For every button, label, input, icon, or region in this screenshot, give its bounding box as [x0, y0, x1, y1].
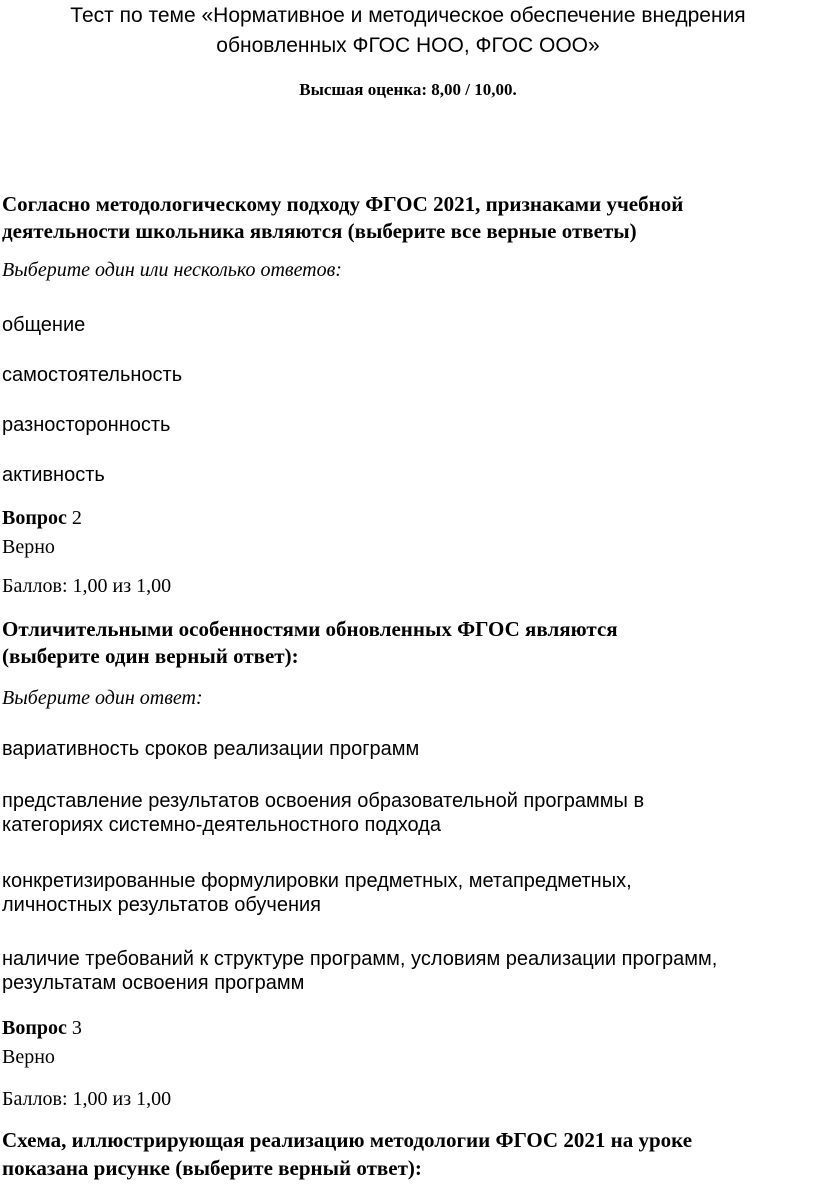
- q3-state: Верно: [2, 1046, 55, 1068]
- q1-text-line-2: деятельности школьника являются (выберите все верные ответы): [2, 219, 637, 243]
- highest-grade: Высшая оценка: 8,00 / 10,00.: [299, 80, 517, 99]
- q2-number: [2, 506, 82, 530]
- q2-label: Вопрос: [2, 507, 67, 529]
- q2-option-3-line-1: конкретизированные формулировки предметных, метапредметных,: [2, 870, 632, 892]
- q2-option-4-line-2: результатам освоения программ: [2, 972, 305, 994]
- q2-option-2[interactable]: [2, 789, 644, 837]
- q3-number-value: 3: [71, 1017, 82, 1039]
- q2-number-value: 2: [71, 507, 82, 529]
- q2-option-4-line-1: наличие требований к структуре программ, условиям реализации программ,: [2, 948, 718, 970]
- q2-state: Верно: [2, 536, 55, 558]
- q1-option-1[interactable]: общение: [2, 314, 86, 336]
- q1-option-3[interactable]: разносторонность: [2, 414, 171, 436]
- q2-option-2-line-1: представление результатов освоения образовательной программы в: [2, 790, 645, 812]
- q2-instruction: Выберите один ответ:: [2, 687, 203, 709]
- q1-instruction: Выберите один или несколько ответов:: [2, 259, 342, 281]
- q3-number: [2, 1016, 82, 1040]
- q1-option-2[interactable]: самостоятельность: [2, 364, 183, 386]
- q2-option-3[interactable]: [2, 869, 632, 917]
- q2-option-2-line-2: категориях системно-деятельностного подхода: [2, 814, 441, 836]
- test-title-line-2: обновленных ФГОС НОО, ФГОС ООО»: [216, 34, 600, 57]
- q3-label: Вопрос: [2, 1017, 67, 1039]
- q3-text-line-1: Схема, иллюстрирующая реализацию методологии ФГОС 2021 на уроке: [2, 1128, 693, 1152]
- q1-option-4[interactable]: активность: [2, 464, 105, 486]
- q2-option-1-line-1: вариативность сроков реализации программ: [2, 738, 420, 760]
- q2-option-4[interactable]: [2, 947, 717, 995]
- q2-grade: Баллов: 1,00 из 1,00: [2, 575, 172, 597]
- q3-grade: Баллов: 1,00 из 1,00: [2, 1088, 172, 1110]
- test-title-line-1: Тест по теме «Нормативное и методическое обеспечение внедрения: [70, 4, 746, 27]
- q1-text-line-1: Согласно методологическому подходу ФГОС 2021, признаками учебной: [2, 192, 684, 216]
- q2-option-3-line-2: личностных результатов обучения: [2, 894, 321, 916]
- q3-text-line-2: показана рисунке (выберите верный ответ):: [2, 1156, 422, 1180]
- q2-text-line-1: Отличительными особенностями обновленных ФГОС являются: [2, 617, 618, 641]
- q2-text-line-2: (выберите один верный ответ):: [2, 644, 299, 668]
- q2-option-1[interactable]: [2, 737, 419, 761]
